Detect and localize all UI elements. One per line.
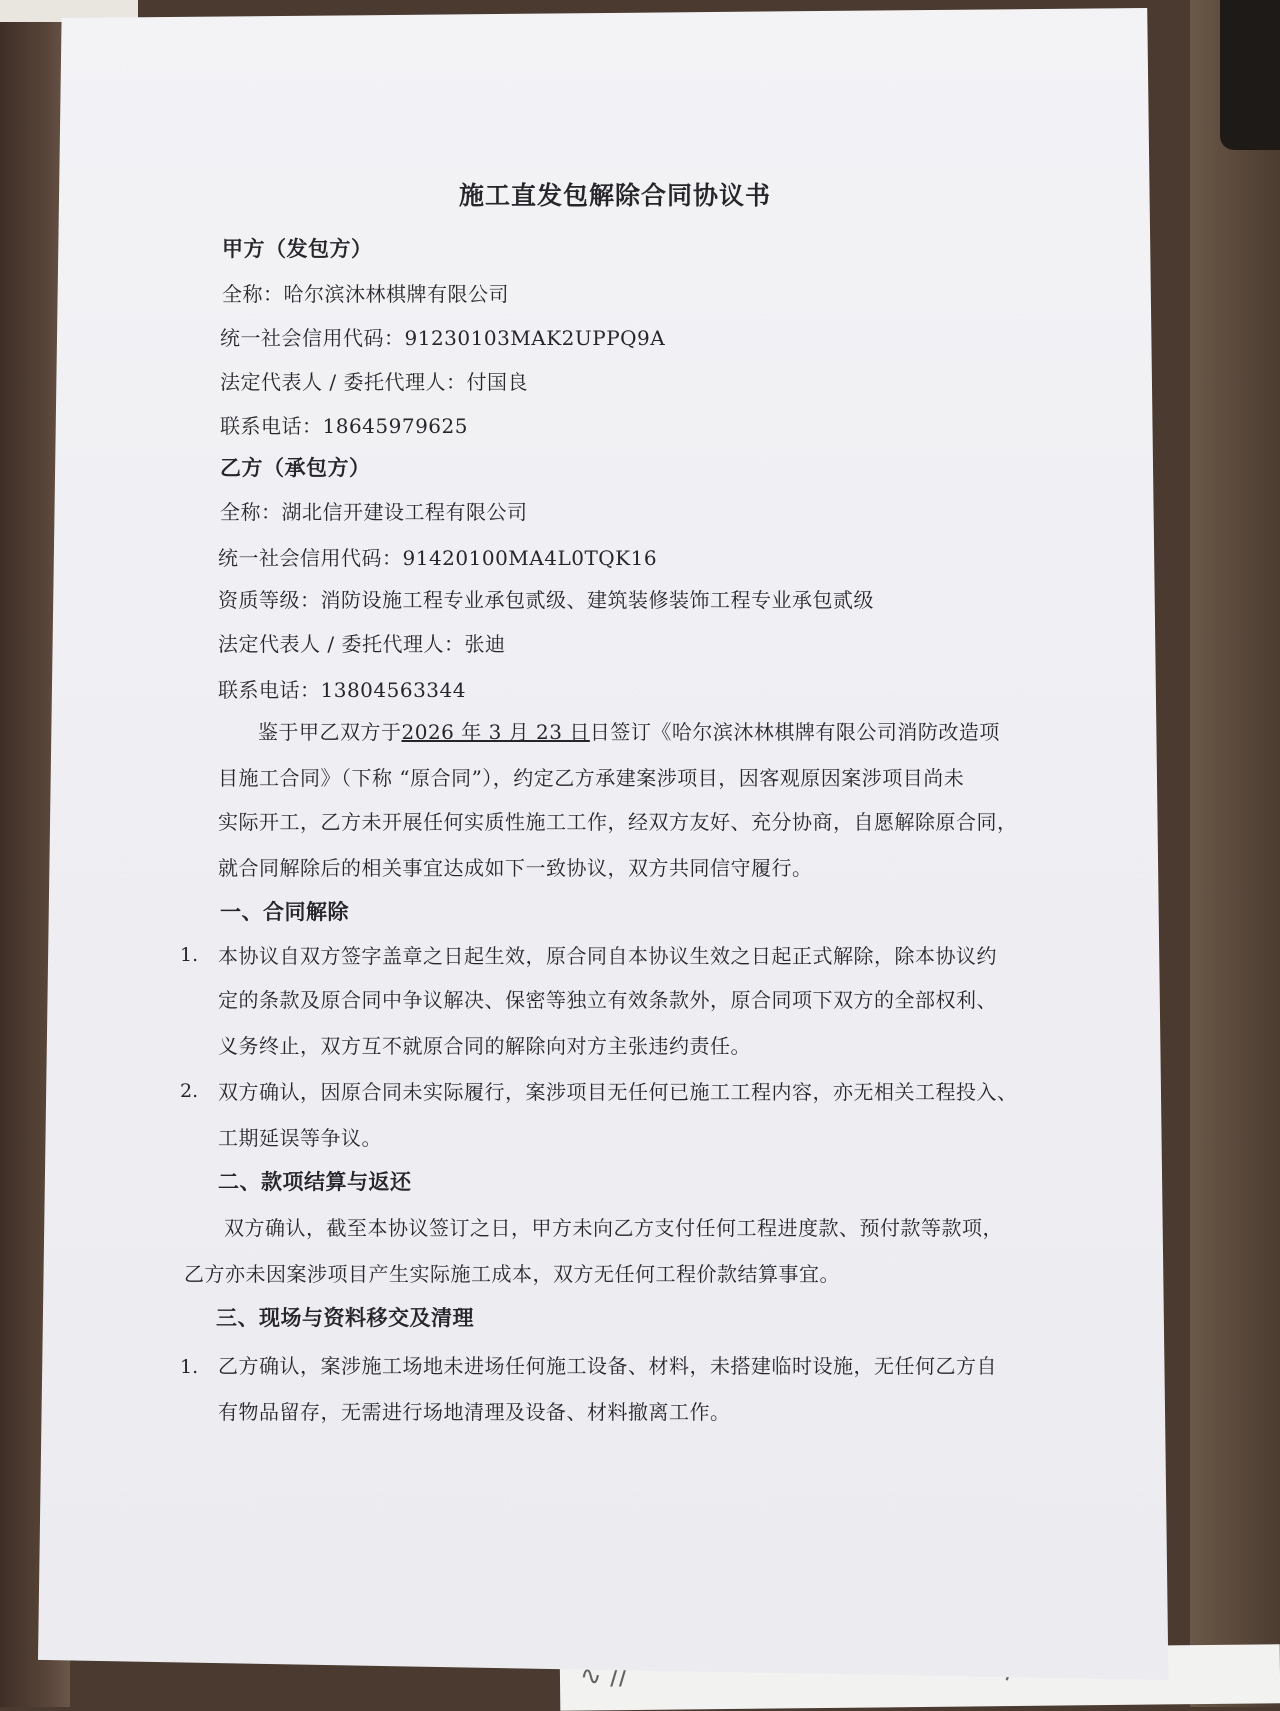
section-3-item-1-number: 1. [180, 1356, 199, 1378]
party-a-heading: 甲方（发包方） [222, 236, 373, 261]
section-2-heading: 二、款项结算与返还 [218, 1169, 412, 1194]
section-1-item-1-line-1: 本协议自双方签字盖章之日起生效，原合同自本协议生效之日起正式解除，除本协议约 [218, 944, 997, 968]
party-b-qualification: 资质等级：消防设施工程专业承包贰级、建筑装修装饰工程专业承包贰级 [218, 588, 874, 612]
preamble-line-2: 目施工合同》（下称 “原合同”），约定乙方承建案涉项目，因客观原因案涉项目尚未 [218, 766, 965, 790]
party-a-name: 全称：哈尔滨沐林棋牌有限公司 [222, 282, 509, 306]
party-a-credit-code: 统一社会信用代码：91230103MAK2UPPQ9A [220, 326, 666, 350]
preamble-line-4: 就合同解除后的相关事宜达成如下一致协议，双方共同信守履行。 [218, 856, 813, 880]
signing-date: 2026 年 3 月 23 日 [401, 720, 590, 744]
preamble-lead: 鉴于甲乙双方于 [258, 720, 402, 744]
section-1-item-1-line-2: 定的条款及原合同中争议解决、保密等独立有效条款外，原合同项下双方的全部权利、 [218, 988, 997, 1012]
section-1-item-1-number: 1. [180, 944, 199, 966]
party-a-representative: 法定代表人 / 委托代理人：付国良 [220, 370, 528, 394]
party-a-phone: 联系电话：18645979625 [220, 414, 468, 438]
party-b-name: 全称：湖北信开建设工程有限公司 [220, 500, 528, 524]
section-2-line-1: 双方确认，截至本协议签订之日，甲方未向乙方支付任何工程进度款、预付款等款项， [224, 1216, 1003, 1240]
section-3-item-1-line-1: 乙方确认，案涉施工场地未进场任何施工设备、材料，未搭建临时设施，无任何乙方自 [218, 1354, 997, 1378]
section-3-heading: 三、现场与资料移交及清理 [216, 1305, 474, 1330]
preamble-line-3: 实际开工，乙方未开展任何实质性施工工作，经双方友好、充分协商，自愿解除原合同， [218, 810, 1018, 834]
section-1-item-2-number: 2. [180, 1080, 199, 1102]
preamble-line-1 [258, 716, 1000, 745]
section-3-item-1-line-2: 有物品留存，无需进行场地清理及设备、材料撤离工作。 [218, 1400, 731, 1424]
preamble-tail: 日签订《哈尔滨沐林棋牌有限公司消防改造项 [589, 720, 1000, 744]
section-1-item-1-line-3: 义务终止，双方互不就原合同的解除向对方主张违约责任。 [218, 1034, 751, 1058]
section-1-heading: 一、合同解除 [220, 899, 349, 924]
document-title: 施工直发包解除合同协议书 [458, 181, 771, 210]
section-1-item-2-line-1: 双方确认，因原合同未实际履行，案涉项目无任何已施工工程内容，亦无相关工程投入、 [218, 1080, 1018, 1104]
underlying-handwritten-sheet: ∿ ∕∕ [560, 1644, 1280, 1711]
party-b-credit-code: 统一社会信用代码：91420100MA4L0TQK16 [218, 546, 658, 570]
party-b-representative: 法定代表人 / 委托代理人：张迪 [218, 632, 506, 656]
section-2-line-2: 乙方亦未因案涉项目产生实际施工成本，双方无任何工程价款结算事宜。 [184, 1262, 840, 1286]
party-b-phone: 联系电话：13804563344 [218, 678, 466, 702]
section-1-item-2-line-2: 工期延误等争议。 [218, 1126, 382, 1150]
party-b-heading: 乙方（承包方） [220, 455, 371, 480]
